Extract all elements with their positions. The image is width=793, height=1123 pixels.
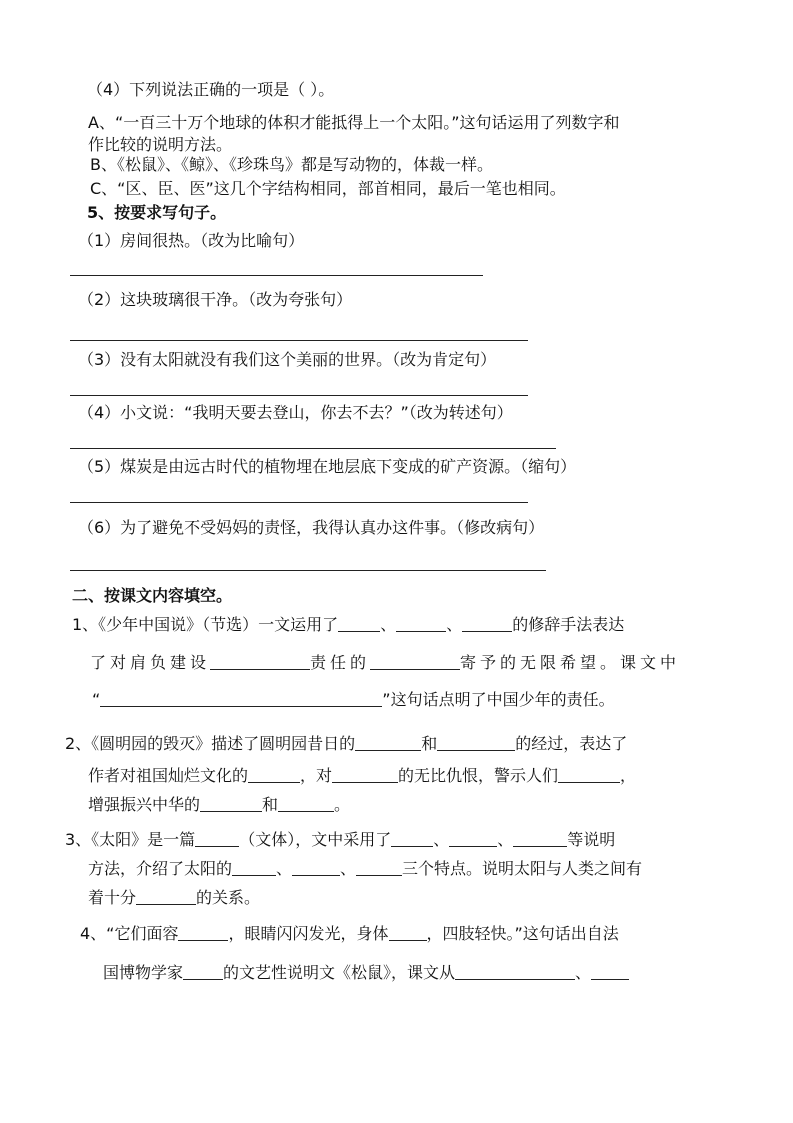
blank[interactable]	[396, 615, 446, 632]
answer-line-1[interactable]	[70, 275, 483, 276]
fill-q1-line2: 了对肩负建设 责任的 寄予的无限希望。课文中	[90, 653, 681, 672]
blank[interactable]	[178, 924, 228, 941]
blank[interactable]	[370, 653, 460, 670]
blank[interactable]	[338, 615, 380, 632]
blank[interactable]	[195, 830, 239, 847]
q4-option-b: B、《松鼠》、《鲸》、《珍珠鸟》都是写动物的，体裁一样。	[90, 155, 493, 174]
blank[interactable]	[591, 963, 629, 980]
blank[interactable]	[136, 888, 196, 905]
blank[interactable]	[437, 734, 515, 751]
q4-option-a-line1: A、“一百三十万个地球的体积才能抵得上一个太阳。”这句话运用了列数字和	[88, 113, 620, 132]
blank[interactable]	[200, 795, 262, 812]
blank[interactable]	[462, 615, 512, 632]
fill-q3-line3: 着十分 的关系。	[88, 888, 261, 907]
fill-q2-line3: 增强振兴中华的 和 。	[88, 795, 351, 814]
blank[interactable]	[183, 963, 223, 980]
rewrite-item-6: （6）为了避免不受妈妈的责怪，我得认真办这件事。（修改病句）	[78, 518, 545, 537]
blank[interactable]	[292, 859, 340, 876]
blank[interactable]	[232, 859, 276, 876]
rewrite-item-2: （2）这块玻璃很干净。（改为夸张句）	[78, 290, 353, 309]
fill-q3-line1: 3、《太阳》是一篇 （文体），文中采用了 、 、 等说明	[65, 830, 616, 849]
rewrite-item-1: （1）房间很热。（改为比喻句）	[78, 231, 305, 250]
blank[interactable]	[278, 795, 334, 812]
part-2-title: 二、按课文内容填空。	[72, 586, 233, 605]
answer-line-6[interactable]	[70, 570, 546, 571]
blank[interactable]	[449, 830, 497, 847]
fill-q4-line2: 国博物学家 的文艺性说明文《松鼠》，课文从 、	[103, 963, 629, 983]
blank[interactable]	[513, 830, 567, 847]
blank[interactable]	[332, 766, 398, 783]
q4-option-c: C、“区、臣、医”这几个字结构相同，部首相同，最后一笔也相同。	[90, 179, 566, 198]
blank[interactable]	[100, 690, 382, 707]
answer-line-5[interactable]	[70, 502, 528, 503]
answer-line-4[interactable]	[70, 448, 556, 449]
fill-q2-line2: 作者对祖国灿烂文化的 ，对 的无比仇恨，警示人们 ，	[88, 766, 637, 785]
blank[interactable]	[248, 766, 300, 783]
fill-q1-line3: “ ”这句话点明了中国少年的责任。	[92, 690, 615, 709]
blank[interactable]	[389, 924, 427, 941]
rewrite-item-3: （3）没有太阳就没有我们这个美丽的世界。（改为肯定句）	[78, 350, 497, 369]
blank[interactable]	[355, 734, 421, 751]
fill-q3-line2: 方法，介绍了太阳的 、 、 三个特点。说明太阳与人类之间有	[88, 859, 643, 878]
fill-q1-line1: 1、《少年中国说》（节选）一文运用了 、 、 的修辞手法表达	[72, 615, 625, 634]
blank[interactable]	[210, 653, 310, 670]
fill-q4-line1: 4、“它们面容 ，眼睛闪闪发光，身体 ，四肢轻快。”这句话出自法	[80, 924, 619, 943]
blank[interactable]	[558, 766, 620, 783]
rewrite-item-5: （5）煤炭是由远古时代的植物埋在地层底下变成的矿产资源。（缩句）	[78, 457, 577, 476]
rewrite-item-4: （4）小文说：“我明天要去登山，你去不去？”（改为转述句）	[78, 403, 513, 422]
answer-line-3[interactable]	[70, 395, 528, 396]
section-5-title: 5、按要求写句子。	[87, 203, 227, 222]
q4-option-a-line2: 作比较的说明方法。	[88, 135, 233, 154]
blank[interactable]	[391, 830, 433, 847]
q4-stem: （4）下列说法正确的一项是（ ）。	[87, 80, 335, 99]
fill-q2-line1: 2、《圆明园的毁灭》描述了圆明园昔日的 和 的经过，表达了	[65, 734, 628, 753]
blank[interactable]	[356, 859, 402, 876]
blank[interactable]	[455, 963, 575, 980]
answer-line-2[interactable]	[70, 340, 528, 341]
